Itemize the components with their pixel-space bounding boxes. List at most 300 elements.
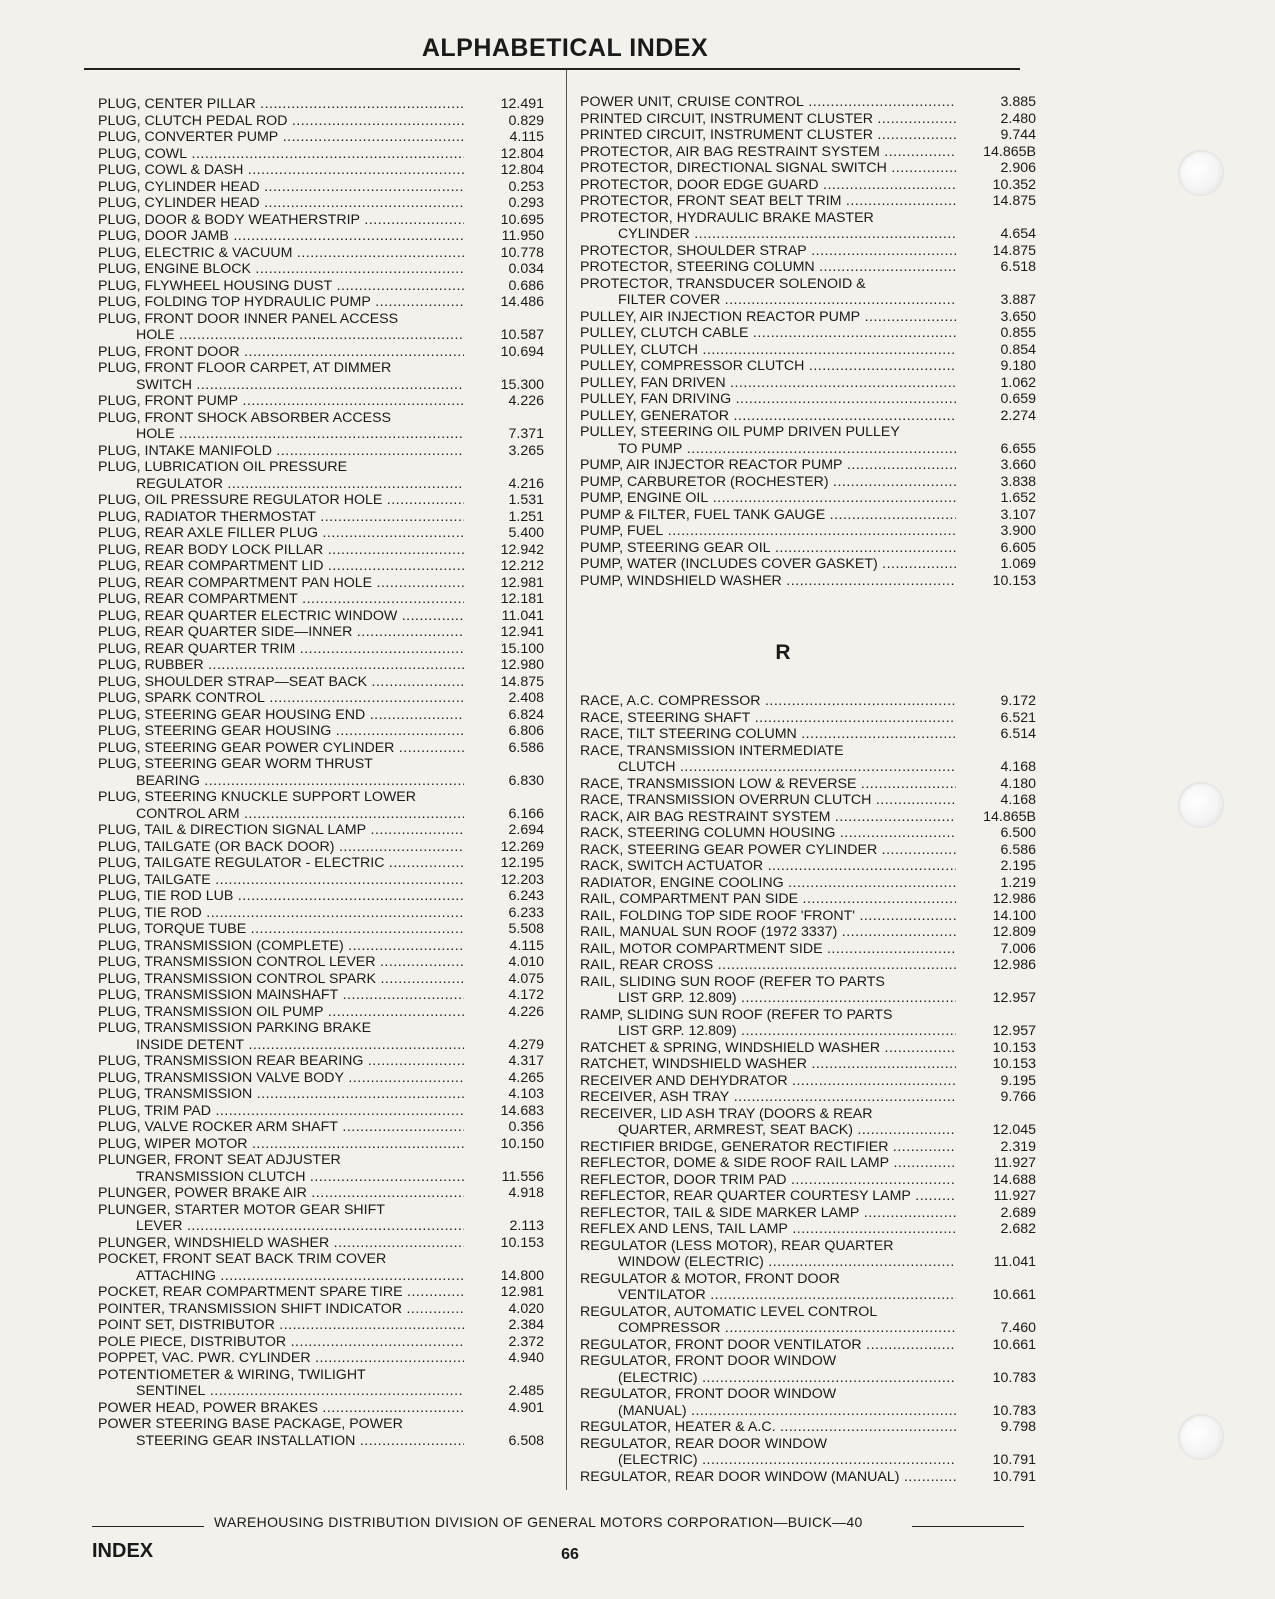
index-entry-label [98, 954, 464, 971]
index-entry-group-number: 1.531 [508, 492, 544, 508]
index-entry-group-number: 4.075 [508, 970, 544, 987]
index-entry-text: (MANUAL) ..... [580, 1403, 956, 1420]
index-entry-text: PLUG, TRANSMISSION CONTROL SPARK ..... [98, 971, 464, 988]
index-entry-group-number: 10.661 [992, 1287, 1036, 1303]
index-entry [98, 1367, 544, 1400]
index-entry-label [580, 127, 956, 144]
index-entry [580, 792, 1036, 809]
index-entry-text: REGULATOR & MOTOR, FRONT DOOR [580, 1270, 840, 1287]
index-entry-text: REGULATOR, HEATER & A.C. ..... [580, 1419, 956, 1436]
index-entry-text: PUMP, STEERING GEAR OIL ..... [580, 540, 956, 557]
index-entry-group-number: 4.168 [1000, 792, 1036, 808]
index-entry-text: RECEIVER, ASH TRAY ..... [580, 1089, 956, 1106]
index-entry-group-number: 10.352 [992, 176, 1036, 193]
index-entry [98, 608, 544, 625]
index-entry [580, 573, 1036, 590]
index-entry-label [98, 1136, 464, 1153]
index-entry [580, 424, 1036, 457]
index-entry-text: REGULATOR ..... [98, 476, 464, 493]
column-divider [566, 70, 567, 1490]
index-entry-group-number: 12.957 [992, 1023, 1036, 1039]
index-entry-group-number: 15.100 [500, 640, 544, 657]
index-entry-label [580, 1386, 956, 1419]
index-entry-label [98, 641, 464, 658]
index-entry-text: PLUG, TRANSMISSION VALVE BODY ..... [98, 1070, 464, 1087]
index-entry-label [580, 457, 956, 474]
index-entry [98, 410, 544, 443]
index-entry-text: PLUNGER, WINDSHIELD WASHER ..... [98, 1235, 464, 1252]
index-entry-label [98, 921, 464, 938]
index-entry-label [580, 490, 956, 507]
index-entry-text: RAIL, COMPARTMENT PAN SIDE ..... [580, 891, 956, 908]
index-entry [98, 162, 544, 179]
index-entry-label [580, 573, 956, 590]
index-entry [98, 624, 544, 641]
index-entry [98, 1136, 544, 1153]
index-entry [98, 657, 544, 674]
index-entry-text: PLUG, ELECTRIC & VACUUM ..... [98, 245, 464, 262]
index-entry-text: REGULATOR, REAR DOOR WINDOW (MANUAL) ..... [580, 1469, 956, 1486]
index-entry [98, 855, 544, 872]
index-entry-text: PRINTED CIRCUIT, INSTRUMENT CLUSTER ..... [580, 111, 956, 128]
index-entry-group-number: 0.253 [508, 178, 544, 195]
index-entry-label [98, 1367, 464, 1400]
index-entry-group-number: 2.906 [1000, 160, 1036, 176]
index-entry [98, 146, 544, 163]
index-entry-label [580, 160, 956, 177]
index-entry-text: PLUG, DOOR & BODY WEATHERSTRIP ..... [98, 212, 464, 229]
index-entry-group-number: 4.654 [1000, 226, 1036, 242]
index-entry-text: CLUTCH ..... [580, 759, 956, 776]
index-entry-label [98, 1053, 464, 1070]
index-entry [580, 474, 1036, 491]
index-entry-text: PLUG, REAR AXLE FILLER PLUG ..... [98, 525, 464, 542]
index-entry-label [580, 193, 956, 210]
index-entry-label [98, 1152, 464, 1185]
index-entry-group-number: 10.150 [500, 1135, 544, 1152]
index-entry-label [580, 375, 956, 392]
index-entry-text: INSIDE DETENT ..... [98, 1037, 464, 1054]
index-entry-group-number: 9.180 [1000, 358, 1036, 374]
index-entry-label [98, 1251, 464, 1284]
index-entry-group-number: 4.115 [509, 937, 544, 954]
index-entry-label [98, 938, 464, 955]
index-entry [580, 1040, 1036, 1057]
index-entry-text: PLUG, CLUTCH PEDAL ROD ..... [98, 113, 464, 130]
index-entry-group-number: 2.689 [1000, 1204, 1036, 1221]
index-entry [98, 525, 544, 542]
index-entry-text: POCKET, REAR COMPARTMENT SPARE TIRE ..... [98, 1284, 464, 1301]
index-entry [98, 905, 544, 922]
index-entry-text: PLUG, TAILGATE ..... [98, 872, 464, 889]
index-entry-label [580, 891, 956, 908]
footer-section-label: INDEX [92, 1540, 154, 1562]
index-entry-label [98, 1317, 464, 1334]
index-entry-text: PROTECTOR, DIRECTIONAL SIGNAL SWITCH ..... [580, 160, 956, 177]
index-entry-label [580, 842, 956, 859]
index-entry [580, 957, 1036, 974]
index-entry [580, 1106, 1036, 1139]
index-entry-group-number: 4.180 [1000, 775, 1036, 792]
index-entry [98, 1235, 544, 1252]
index-entry-label [98, 542, 464, 559]
index-entry-group-number: 6.586 [508, 739, 544, 756]
index-entry-group-number: 6.605 [1000, 539, 1036, 556]
index-entry [580, 160, 1036, 177]
index-entry-group-number: 0.855 [1000, 325, 1036, 341]
index-entry-text: REFLECTOR, DOME & SIDE ROOF RAIL LAMP ..... [580, 1155, 956, 1172]
index-entry [98, 344, 544, 361]
binder-hole [1178, 782, 1224, 828]
page-title: ALPHABETICAL INDEX [421, 34, 709, 62]
index-entry [580, 523, 1036, 540]
index-entry [580, 1386, 1036, 1419]
index-entry-group-number: 2.319 [1000, 1138, 1036, 1155]
index-entry-text: PLUG, TRANSMISSION (COMPLETE) ..... [98, 938, 464, 955]
index-entry-label [580, 342, 956, 359]
index-entry-label [98, 1334, 464, 1351]
index-entry-label [98, 360, 464, 393]
index-entry-group-number: 10.153 [992, 572, 1036, 589]
index-entry [98, 575, 544, 592]
index-entry [98, 740, 544, 757]
index-entry [580, 1436, 1036, 1469]
index-entry [580, 309, 1036, 326]
index-entry-label [98, 261, 464, 278]
index-entry-group-number: 4.103 [508, 1086, 544, 1102]
index-entry-label [98, 1020, 464, 1053]
index-entry-label [580, 243, 956, 260]
index-entry [98, 228, 544, 245]
index-entry-label [580, 325, 956, 342]
index-entry-text: POWER UNIT, CRUISE CONTROL ..... [580, 94, 956, 111]
index-entry-text: RACK, AIR BAG RESTRAINT SYSTEM ..... [580, 809, 956, 826]
index-entry-label [580, 111, 956, 128]
index-entry-label [580, 1073, 956, 1090]
index-entry-group-number: 1.219 [1000, 874, 1036, 891]
index-entry-text: POINTER, TRANSMISSION SHIFT INDICATOR ..... [98, 1301, 464, 1318]
index-entry [98, 113, 544, 130]
index-entry-group-number: 12.212 [500, 558, 544, 574]
index-entry-group-number: 14.875 [992, 193, 1036, 209]
index-entry-text: POCKET, FRONT SEAT BACK TRIM COVER [98, 1251, 387, 1267]
index-entry [98, 1350, 544, 1367]
index-entry-label [98, 657, 464, 674]
index-entry-text: RAIL, FOLDING TOP SIDE ROOF 'FRONT' ..... [580, 908, 956, 925]
index-entry [580, 1172, 1036, 1189]
index-entry [98, 888, 544, 905]
index-entry-text: PUMP, FUEL ..... [580, 523, 956, 540]
index-entry-text: PULLEY, COMPRESSOR CLUTCH ..... [580, 358, 956, 375]
index-entry-text: PLUG, RADIATOR THERMOSTAT ..... [98, 509, 464, 526]
index-entry-text: PULLEY, AIR INJECTION REACTOR PUMP ..... [580, 309, 956, 326]
index-entry-label [580, 792, 956, 809]
index-entry-text: PLUG, INTAKE MANIFOLD ..... [98, 443, 464, 460]
index-entry [580, 1419, 1036, 1436]
index-entry [98, 1301, 544, 1318]
index-entry-text: RAIL, REAR CROSS ..... [580, 957, 956, 974]
index-entry [580, 325, 1036, 342]
index-entry-text: PLUG, REAR COMPARTMENT ..... [98, 591, 464, 608]
index-entry [580, 941, 1036, 958]
index-entry [580, 1238, 1036, 1271]
index-entry-group-number: 14.688 [992, 1171, 1036, 1188]
index-entry-text: PLUG, REAR QUARTER TRIM ..... [98, 641, 464, 658]
index-entry-text: WINDOW (ELECTRIC) ..... [580, 1254, 956, 1271]
index-entry-text: REGULATOR (LESS MOTOR), REAR QUARTER [580, 1237, 894, 1254]
index-entry [580, 1353, 1036, 1386]
footer-rule-right [912, 1526, 1024, 1527]
index-entry-text: RACK, SWITCH ACTUATOR ..... [580, 858, 956, 875]
index-entry-group-number: 12.195 [500, 855, 544, 871]
index-entry-label [98, 558, 464, 575]
index-entry-label [98, 96, 464, 113]
index-entry-group-number: 2.485 [508, 1383, 544, 1399]
index-entry [580, 1155, 1036, 1172]
index-entry [580, 1469, 1036, 1486]
index-entry-label [98, 723, 464, 740]
index-entry-group-number: 6.830 [508, 772, 544, 789]
index-entry-text: VENTILATOR ..... [580, 1287, 956, 1304]
index-entry-text: PULLEY, CLUTCH CABLE ..... [580, 325, 956, 342]
index-entry [580, 1073, 1036, 1090]
index-entry [98, 311, 544, 344]
index-entry-group-number: 12.981 [500, 574, 544, 591]
index-entry [98, 971, 544, 988]
index-entry-text: PUMP & FILTER, FUEL TANK GAUGE ..... [580, 507, 956, 524]
index-entry-group-number: 4.317 [508, 1053, 544, 1069]
index-entry-text: PUMP, WATER (INCLUDES COVER GASKET) ..... [580, 556, 956, 573]
index-entry [98, 954, 544, 971]
index-entry-group-number: 12.942 [500, 541, 544, 558]
index-entry-text: PLUG, TAILGATE (OR BACK DOOR) ..... [98, 839, 464, 856]
binder-hole [1178, 1414, 1224, 1460]
index-entry-group-number: 12.269 [500, 838, 544, 855]
index-entry-text: REGULATOR, REAR DOOR WINDOW [580, 1435, 827, 1452]
index-entry-text: QUARTER, ARMREST, SEAT BACK) ..... [580, 1122, 956, 1139]
index-entry [580, 144, 1036, 161]
index-entry-text: PULLEY, FAN DRIVEN ..... [580, 375, 956, 392]
index-entry-group-number: 6.655 [1000, 440, 1036, 457]
index-entry-text: CONTROL ARM ..... [98, 806, 464, 823]
index-entry-group-number: 10.587 [500, 327, 544, 343]
index-entry-group-number: 14.875 [500, 673, 544, 690]
index-entry-label [580, 1155, 956, 1172]
index-entry-text: PLUG, CYLINDER HEAD ..... [98, 179, 464, 196]
index-entry-group-number: 11.041 [501, 607, 544, 624]
index-entry [580, 1139, 1036, 1156]
index-entry-label [98, 1070, 464, 1087]
index-entry [98, 393, 544, 410]
index-entry-label [580, 1172, 956, 1189]
index-entry-label [580, 309, 956, 326]
index-entry-text: REFLECTOR, TAIL & SIDE MARKER LAMP ..... [580, 1205, 956, 1222]
index-entry-text: RECEIVER, LID ASH TRAY (DOORS & REAR [580, 1105, 873, 1122]
index-entry-group-number: 6.518 [1000, 259, 1036, 275]
index-entry [580, 776, 1036, 793]
index-entry-text: RECEIVER AND DEHYDRATOR ..... [580, 1073, 956, 1090]
index-entry [580, 540, 1036, 557]
index-entry [580, 726, 1036, 743]
index-entry-text: POLE PIECE, DISTRIBUTOR ..... [98, 1334, 464, 1351]
index-entry-label [98, 822, 464, 839]
index-entry-group-number: 10.791 [992, 1468, 1036, 1485]
index-entry [98, 179, 544, 196]
index-entry-group-number: 6.233 [508, 904, 544, 921]
index-entry [98, 756, 544, 789]
index-entry-group-number: 12.491 [500, 96, 544, 112]
index-entry [98, 641, 544, 658]
index-entry-group-number: 6.586 [1000, 841, 1036, 858]
index-entry [98, 1119, 544, 1136]
index-entry-text: PROTECTOR, TRANSDUCER SOLENOID & [580, 275, 866, 292]
index-entry [580, 556, 1036, 573]
index-entry-group-number: 15.300 [500, 376, 544, 393]
index-entry-group-number: 3.900 [1000, 523, 1036, 539]
index-entry-text: PLUG, TRANSMISSION PARKING BRAKE [98, 1020, 372, 1036]
index-entry [98, 872, 544, 889]
index-entry-text: PLUNGER, FRONT SEAT ADJUSTER [98, 1152, 341, 1168]
index-entry-group-number: 1.652 [1000, 490, 1036, 506]
index-entry-text: RAIL, MANUAL SUN ROOF (1972 3337) ..... [580, 924, 956, 941]
index-entry-text: PLUG, ENGINE BLOCK ..... [98, 261, 464, 278]
index-entry-label [98, 1416, 464, 1449]
index-entry-text: PLUG, STEERING GEAR HOUSING ..... [98, 723, 464, 740]
index-entry-label [98, 212, 464, 229]
index-entry-group-number: 2.480 [1000, 110, 1036, 127]
index-entry-label [98, 1103, 464, 1120]
index-entry [580, 1089, 1036, 1106]
index-entry [98, 129, 544, 146]
index-entry [98, 558, 544, 575]
index-entry [98, 591, 544, 608]
index-entry-label [98, 1185, 464, 1202]
index-entry-text: RAMP, SLIDING SUN ROOF (REFER TO PARTS [580, 1006, 893, 1023]
index-entry [98, 1400, 544, 1417]
index-entry-group-number: 3.650 [1000, 308, 1036, 325]
index-entry-label [98, 1004, 464, 1021]
index-entry-group-number: 12.804 [500, 162, 544, 178]
index-entry [98, 360, 544, 393]
index-entry-text: PLUG, REAR BODY LOCK PILLAR ..... [98, 542, 464, 559]
index-entry [580, 193, 1036, 210]
index-entry [98, 245, 544, 262]
index-entry [98, 1251, 544, 1284]
index-entry-text: RACE, TRANSMISSION LOW & REVERSE ..... [580, 776, 956, 793]
index-entry-group-number: 4.226 [508, 393, 544, 409]
index-entry-label [580, 693, 956, 710]
index-entry-label [98, 1400, 464, 1417]
index-entry-text: PLUG, CYLINDER HEAD ..... [98, 195, 464, 212]
index-entry [98, 542, 544, 559]
index-entry [98, 1284, 544, 1301]
section-letter-r: R [775, 641, 791, 664]
index-entry-group-number: 6.806 [508, 723, 544, 739]
index-entry-group-number: 12.986 [992, 957, 1036, 973]
index-entry-text: PLUG, FRONT FLOOR CARPET, AT DIMMER [98, 360, 392, 376]
index-entry [98, 1317, 544, 1334]
index-entry-text: REGULATOR, AUTOMATIC LEVEL CONTROL [580, 1303, 878, 1320]
index-entry-label [98, 608, 464, 625]
index-entry [580, 391, 1036, 408]
index-entry-label [98, 195, 464, 212]
index-entry-group-number: 6.243 [508, 888, 544, 904]
index-entry-group-number: 12.981 [500, 1284, 544, 1300]
index-entry-text: TO PUMP ..... [580, 441, 956, 458]
index-entry-text: TRANSMISSION CLUTCH ..... [98, 1169, 464, 1186]
index-entry-group-number: 0.686 [508, 277, 544, 294]
index-entry [580, 858, 1036, 875]
index-column-left [98, 96, 544, 1449]
index-entry-group-number: 12.181 [500, 591, 544, 607]
index-entry-text: CYLINDER ..... [580, 226, 956, 243]
index-entry-group-number: 0.034 [508, 261, 544, 277]
index-entry [98, 987, 544, 1004]
index-entry [98, 1202, 544, 1235]
index-entry-text: PLUG, RUBBER ..... [98, 657, 464, 674]
index-entry-label [98, 443, 464, 460]
index-entry-label [98, 1235, 464, 1252]
index-entry-group-number: 4.226 [508, 1003, 544, 1020]
index-entry [98, 723, 544, 740]
index-entry [580, 743, 1036, 776]
index-entry-group-number: 12.203 [500, 871, 544, 888]
index-entry-label [98, 888, 464, 905]
index-entry [580, 358, 1036, 375]
index-entry [580, 177, 1036, 194]
index-entry-text: POPPET, VAC. PWR. CYLINDER ..... [98, 1350, 464, 1367]
index-entry-label [98, 525, 464, 542]
index-entry-text: FILTER COVER ..... [580, 292, 956, 309]
index-entry-label [580, 424, 956, 457]
index-entry-text: PLUG, FRONT SHOCK ABSORBER ACCESS [98, 409, 392, 426]
index-entry [580, 1304, 1036, 1337]
index-entry-text: PULLEY, CLUTCH ..... [580, 342, 956, 359]
index-entry-label [580, 726, 956, 743]
index-entry-label [580, 1271, 956, 1304]
index-entry-group-number: 2.372 [508, 1333, 544, 1350]
index-entry-text: PLUG, FRONT DOOR ..... [98, 344, 464, 361]
index-entry [580, 693, 1036, 710]
index-entry-group-number: 4.918 [508, 1185, 544, 1201]
index-entry-label [98, 393, 464, 410]
index-entry-group-number: 11.556 [501, 1168, 544, 1185]
index-entry [580, 974, 1036, 1007]
index-entry-label [580, 1205, 956, 1222]
index-entry-group-number: 11.041 [993, 1254, 1036, 1270]
index-entry-group-number: 6.508 [508, 1432, 544, 1449]
index-entry-label [580, 210, 956, 243]
index-entry-group-number: 4.279 [508, 1036, 544, 1053]
index-entry-group-number: 4.940 [508, 1350, 544, 1366]
index-entry-group-number: 1.069 [1000, 556, 1036, 572]
index-entry-text: RACK, STEERING GEAR POWER CYLINDER ..... [580, 842, 956, 859]
index-entry-text: PLUNGER, POWER BRAKE AIR ..... [98, 1185, 464, 1202]
index-entry-label [580, 408, 956, 425]
index-entry-group-number: 10.153 [992, 1039, 1036, 1056]
index-entry-text: PLUG, FRONT PUMP ..... [98, 393, 464, 410]
index-entry-label [98, 294, 464, 311]
index-entry-label [580, 523, 956, 540]
index-entry-label [580, 1419, 956, 1436]
index-entry-group-number: 9.744 [1000, 127, 1036, 143]
index-entry-group-number: 7.460 [1000, 1320, 1036, 1336]
index-entry-group-number: 10.661 [992, 1336, 1036, 1353]
index-entry-group-number: 12.980 [500, 657, 544, 673]
index-entry-group-number: 9.172 [1000, 693, 1036, 709]
index-entry-text: PLUG, CONVERTER PUMP ..... [98, 129, 464, 146]
index-entry [98, 1086, 544, 1103]
